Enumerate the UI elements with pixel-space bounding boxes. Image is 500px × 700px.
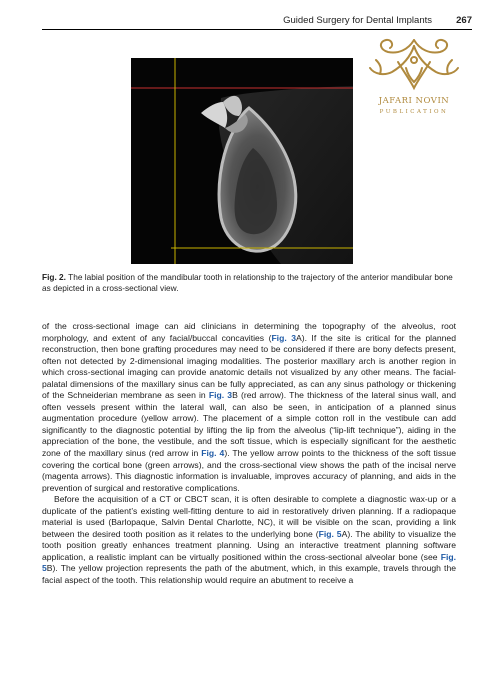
figure-caption-text: The labial position of the mandibular tooth in relationship to the trajectory of the anterior mandibular bone as depicted in a cross-sectional view. — [42, 272, 453, 293]
figure-caption-label: Fig. 2. — [42, 272, 66, 282]
body-text — [42, 321, 456, 587]
figure-reference-link[interactable]: Fig. 3 — [271, 332, 296, 343]
logo-subtitle: PUBLICATION — [379, 109, 449, 115]
text-run: A). If the site is critical for the planned reconstruction, then bone grafting procedures may need to be considered if there are bony defects present, often not detected by 2-dimensional imaging modalities. The posterior maxillary arch is another region in which cross-sectional imaging can provide anatomic details not visualized by any other means. The facial-palatal dimensions of the maxillary sinus can be fully appreciated, as can any sinus pathology or thickening of the Schneiderian membrane as seen in — [42, 332, 456, 401]
running-title: Guided Surgery for Dental Implants — [283, 15, 432, 26]
text-run: A). The ability to visualize the tooth position greatly enhances treatment planning. Using an interactive treatment planning software application, a realistic implant can be virtually positioned within the cross-sectional alveolar bone (see — [42, 528, 456, 562]
figure-reference-link[interactable]: Fig. 3 — [208, 390, 233, 401]
running-header — [42, 15, 472, 30]
figure-reference-link[interactable]: Fig. 5 — [42, 551, 456, 574]
paragraph — [42, 321, 456, 494]
page-number: 267 — [456, 15, 472, 26]
logo-emblem-icon — [358, 32, 470, 94]
text-run: of the cross-sectional image can aid clinicians in determining the topography of the alveolus, root morphology, and extent of any facial/buccal concavities ( — [42, 321, 456, 343]
text-run: B). The yellow projection represents the path of the abutment, which, in this example, travels through the facial aspect of the tooth. This relationship would require an abutment to receive a — [42, 563, 456, 586]
figure-reference-link[interactable]: Fig. 4 — [201, 448, 225, 459]
text-run: Before the acquisition of a CT or CBCT scan, it is often desirable to complete a diagnostic wax-up or a duplicate of the patient’s existing well-fitting denture to aid in restoratively driven planning. If a radiopaque material is used (Barlopaque, Salvin Dental Charlotte, NC), it will be visible on the scan, providing a link between the desired tooth position as it relates to the underlying bone ( — [42, 494, 456, 539]
logo-name: JAFARI NOVIN — [378, 96, 450, 106]
figure-reference-link[interactable]: Fig. 5 — [318, 528, 342, 539]
text-run: ). The yellow arrow points to the thickness of the soft tissue covering the cortical bone (green arrows), and the cross-sectional view shows the path of the incisal nerve (magenta arrows). This diagnostic information is invaluable, improves accuracy of planning, and aids in the prevention of surgical and restorative complications. — [42, 448, 456, 493]
cross-sectional-ct-image — [131, 58, 353, 264]
figure-caption — [42, 272, 456, 294]
text-run: B (red arrow). The thickness of the lateral sinus wall, and often vessels present within the lateral wall, can also be seen, in anticipation of a planned sinus augmentation procedure (yellow arrow). The placement of a simple cotton roll in the vestibule can add significantly to the diagnostic potential by lifting the lip from the alveolus (“lip-lift technique”), aiding in the appreciation of the bone, the vestibule, and the soft tissue, which is especially significant for the aesthetic zone of the maxillary sinus (red arrow in — [42, 390, 456, 459]
paragraph — [42, 494, 456, 586]
publisher-logo — [358, 32, 470, 122]
